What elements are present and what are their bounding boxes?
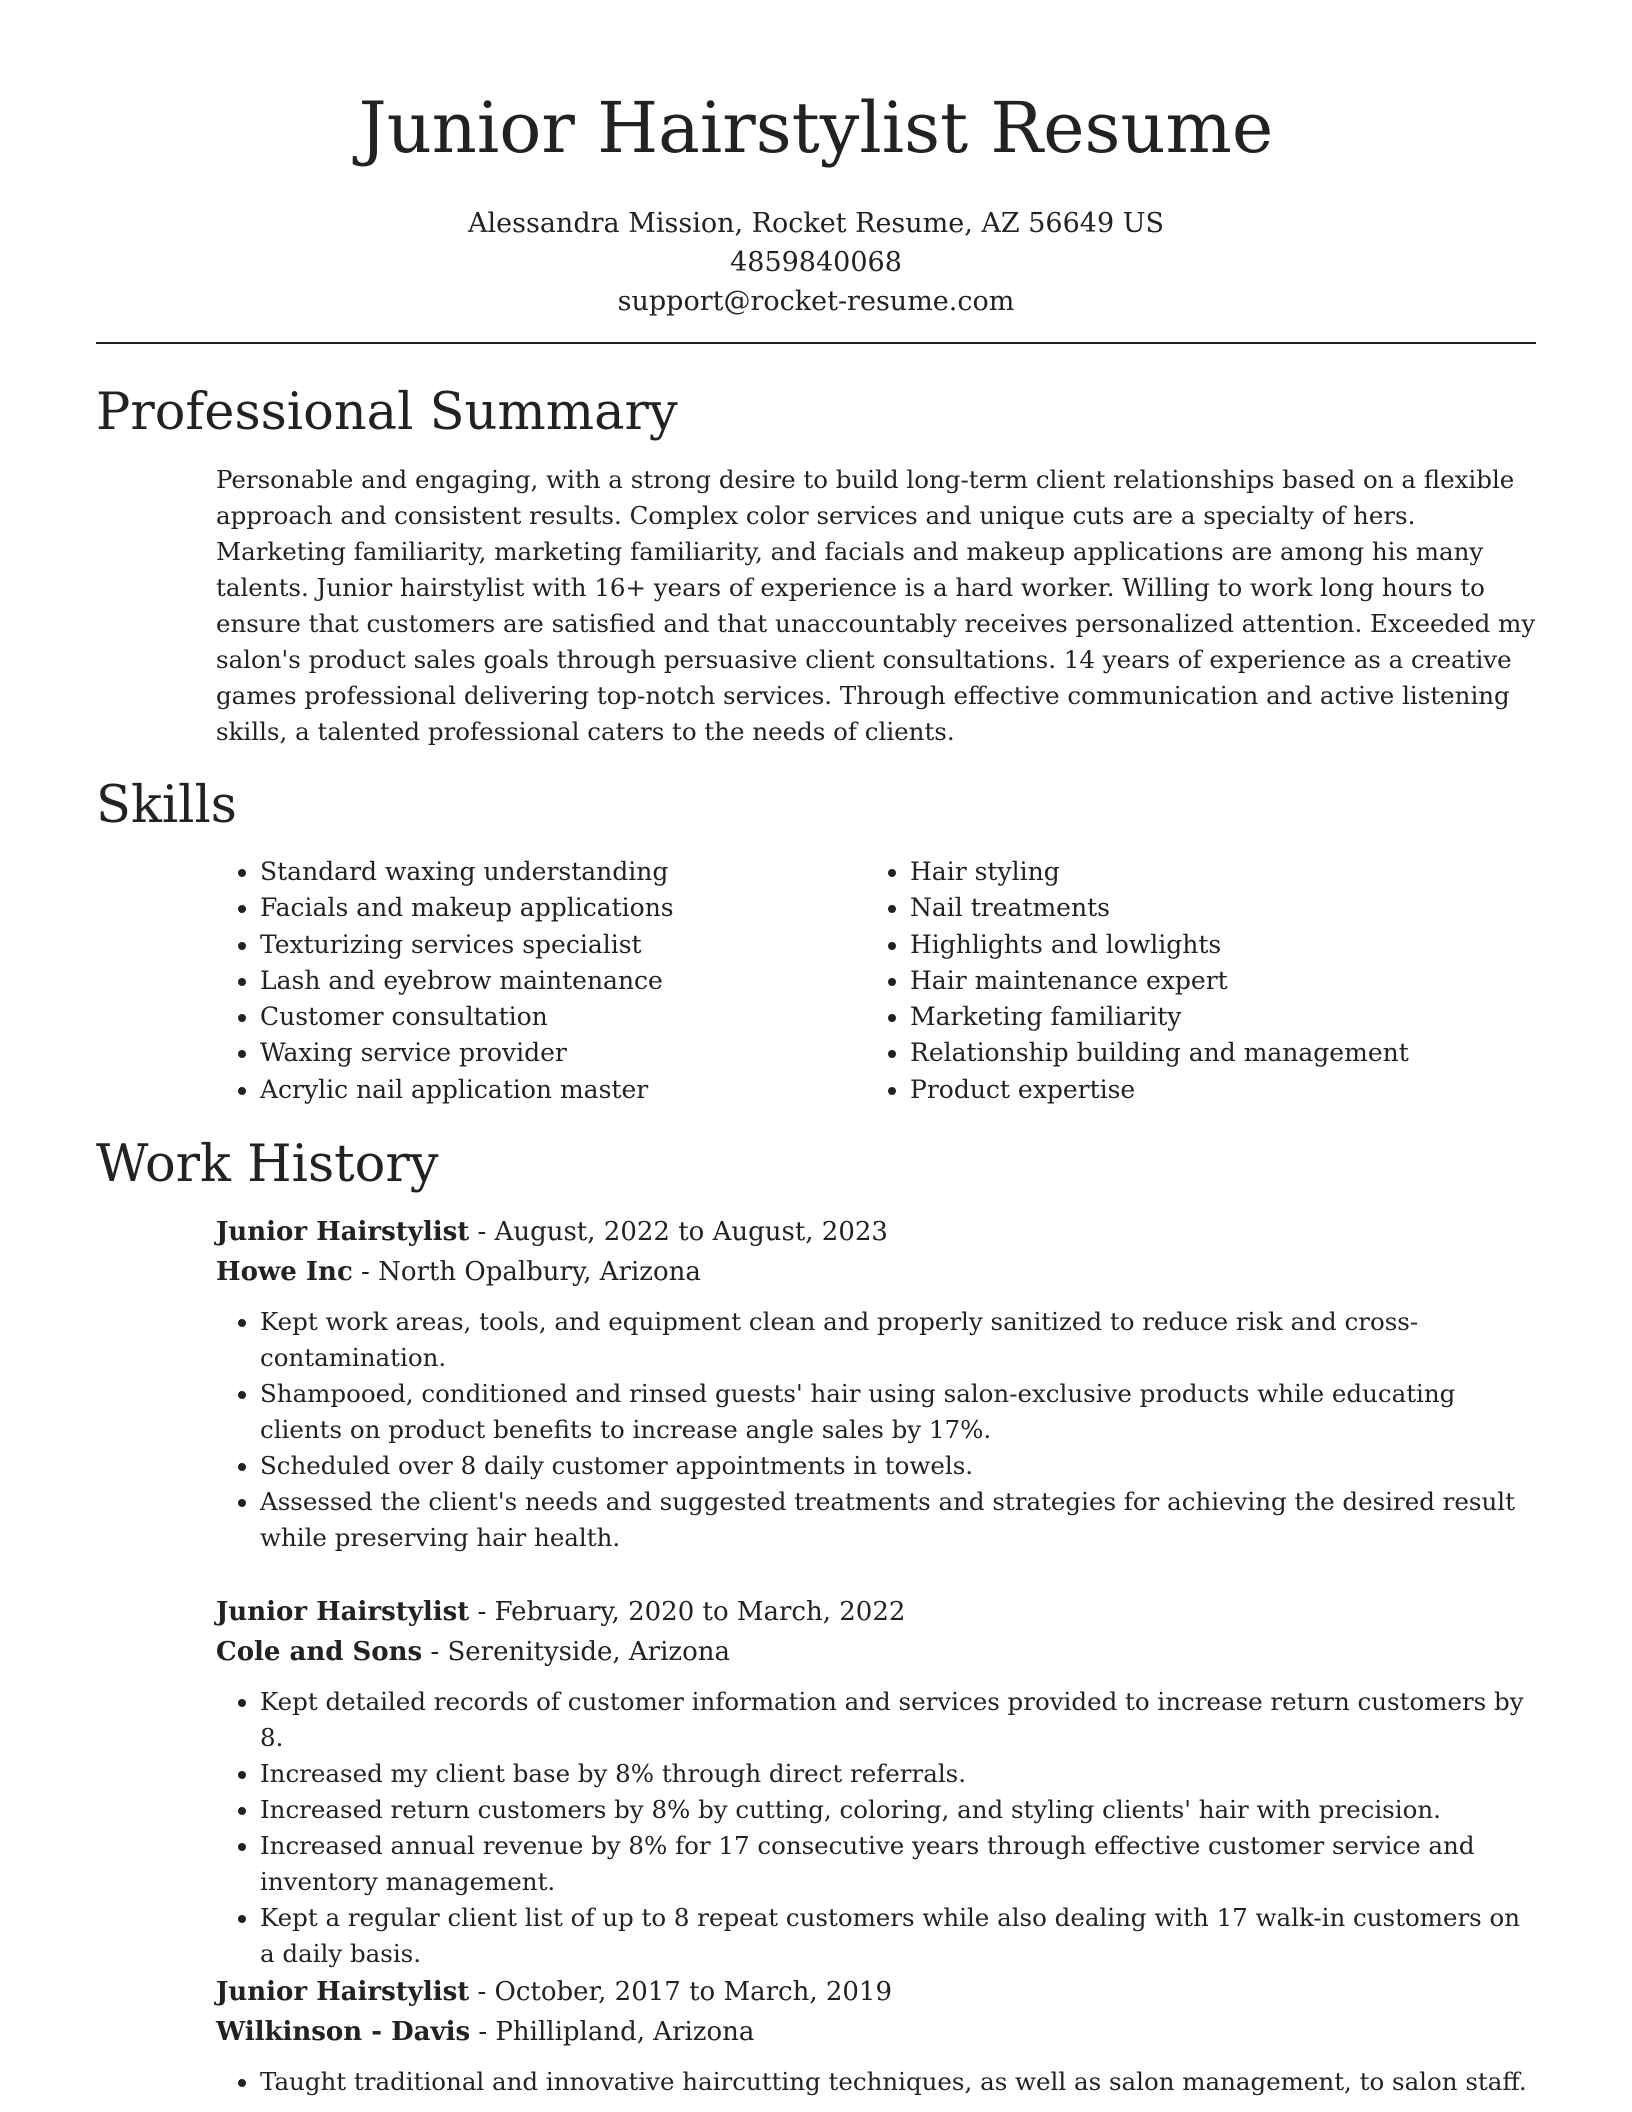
job-bullet: • Kept detailed records of customer information and services provided to increase return customers by 8. — [260, 1684, 1536, 1756]
job-bullet: • Increased annual revenue by 8% for 17 consecutive years through effective customer service and inventory management. — [260, 1828, 1536, 1900]
skill-item: • Standard waxing understanding — [260, 854, 674, 890]
job-title-line — [216, 1972, 1536, 2012]
skill-item: • Highlights and lowlights — [910, 927, 1409, 963]
job-bullet: • Increased return customers by 8% by cutting, coloring, and styling clients' hair with precision. — [260, 1792, 1536, 1828]
skills-list-left — [216, 854, 674, 1108]
skill-item: • Waxing service provider — [260, 1035, 674, 1071]
skill-item: • Relationship building and management — [910, 1035, 1409, 1071]
job-company: Howe Inc — [216, 1257, 353, 1287]
contact-address: Alessandra Mission, Rocket Resume, AZ 56649 US — [468, 208, 1164, 239]
job-company: Wilkinson - Davis — [216, 2017, 471, 2047]
skill-item: • Nail treatments — [910, 890, 1409, 926]
job-title: Junior Hairstylist — [216, 1597, 470, 1627]
job-location: - Phillipland, Arizona — [470, 2017, 755, 2047]
job-location: - North Opalbury, Arizona — [352, 1257, 701, 1287]
job-entry — [216, 1212, 1536, 1556]
skill-item: • Product expertise — [910, 1072, 1409, 1108]
summary-heading: Professional Summary — [96, 383, 678, 442]
job-bullet: • Taught traditional and innovative haircutting techniques, as well as salon management, to salon staff. — [260, 2064, 1536, 2100]
job-location: - Serenityside, Arizona — [422, 1637, 731, 1667]
job-entry — [216, 1592, 1536, 1972]
job-title-line — [216, 1592, 1536, 1632]
skill-item: • Hair maintenance expert — [910, 963, 1409, 999]
contact-email: support@rocket-resume.com — [617, 286, 1015, 317]
job-company: Cole and Sons — [216, 1637, 423, 1667]
job-company-line — [216, 2012, 1536, 2052]
resume-header — [0, 0, 1632, 321]
job-bullets — [216, 1684, 1536, 1972]
resume-title: Junior Hairstylist Resume — [358, 87, 1274, 169]
job-title: Junior Hairstylist — [216, 1977, 470, 2007]
job-bullet: • Scheduled over 8 daily customer appointments in towels. — [260, 1448, 1536, 1484]
job-bullet: • Assessed the client's needs and suggested treatments and strategies for achieving the desired result while preserving hair health. — [260, 1484, 1536, 1556]
contact-info — [0, 204, 1632, 321]
job-company-line — [216, 1632, 1536, 1672]
job-bullet: • Kept work areas, tools, and equipment clean and properly sanitized to reduce risk and cross-contamination. — [260, 1304, 1536, 1376]
job-entry — [216, 1972, 1536, 2100]
job-title: Junior Hairstylist — [216, 1217, 470, 1247]
job-title-line — [216, 1212, 1536, 1252]
skills-list-right — [866, 854, 1409, 1108]
skill-item: • Texturizing services specialist — [260, 927, 674, 963]
skill-item: • Marketing familiarity — [910, 999, 1409, 1035]
skill-item: • Facials and makeup applications — [260, 890, 674, 926]
job-bullet: • Shampooed, conditioned and rinsed guests' hair using salon-exclusive products while educating clients on product benefits to increase angle sales by 17%. — [260, 1376, 1536, 1448]
skill-item: • Hair styling — [910, 854, 1409, 890]
contact-phone: 4859840068 — [730, 247, 902, 278]
work-history-heading: Work History — [96, 1135, 439, 1194]
skill-item: • Acrylic nail application master — [260, 1072, 674, 1108]
job-dates: - August, 2022 to August, 2023 — [469, 1217, 888, 1247]
job-bullet: • Kept a regular client list of up to 8 repeat customers while also dealing with 17 walk-in customers on a daily basis. — [260, 1900, 1536, 1972]
skill-item: • Customer consultation — [260, 999, 674, 1035]
job-company-line — [216, 1252, 1536, 1292]
job-bullet: • Increased my client base by 8% through direct referrals. — [260, 1756, 1536, 1792]
skills-heading: Skills — [96, 776, 237, 835]
job-dates: - October, 2017 to March, 2019 — [469, 1977, 893, 2007]
job-bullets — [216, 2064, 1536, 2100]
job-dates: - February, 2020 to March, 2022 — [469, 1597, 906, 1627]
summary-text: Personable and engaging, with a strong desire to build long-term client relationships based on a flexible approach and consistent results. Complex color services and unique cuts are a specialty of hers. Marketing familiarity, marketing familiarity, and facials and makeup applications are among his many talents. Junior hairstylist with 16+ years of experience is a hard worker. Willing to work long hours to ensure that customers are satisfied and that unaccountably receives personalized attention. Exceeded my salon's product sales goals through persuasive client consultations. 14 years of experience as a creative games professional delivering top-notch services. Through effective communication and active listening skills, a talented professional caters to the needs of clients. — [216, 465, 1536, 746]
skill-item: • Lash and eyebrow maintenance — [260, 963, 674, 999]
header-divider — [96, 342, 1536, 344]
job-bullets — [216, 1304, 1536, 1556]
